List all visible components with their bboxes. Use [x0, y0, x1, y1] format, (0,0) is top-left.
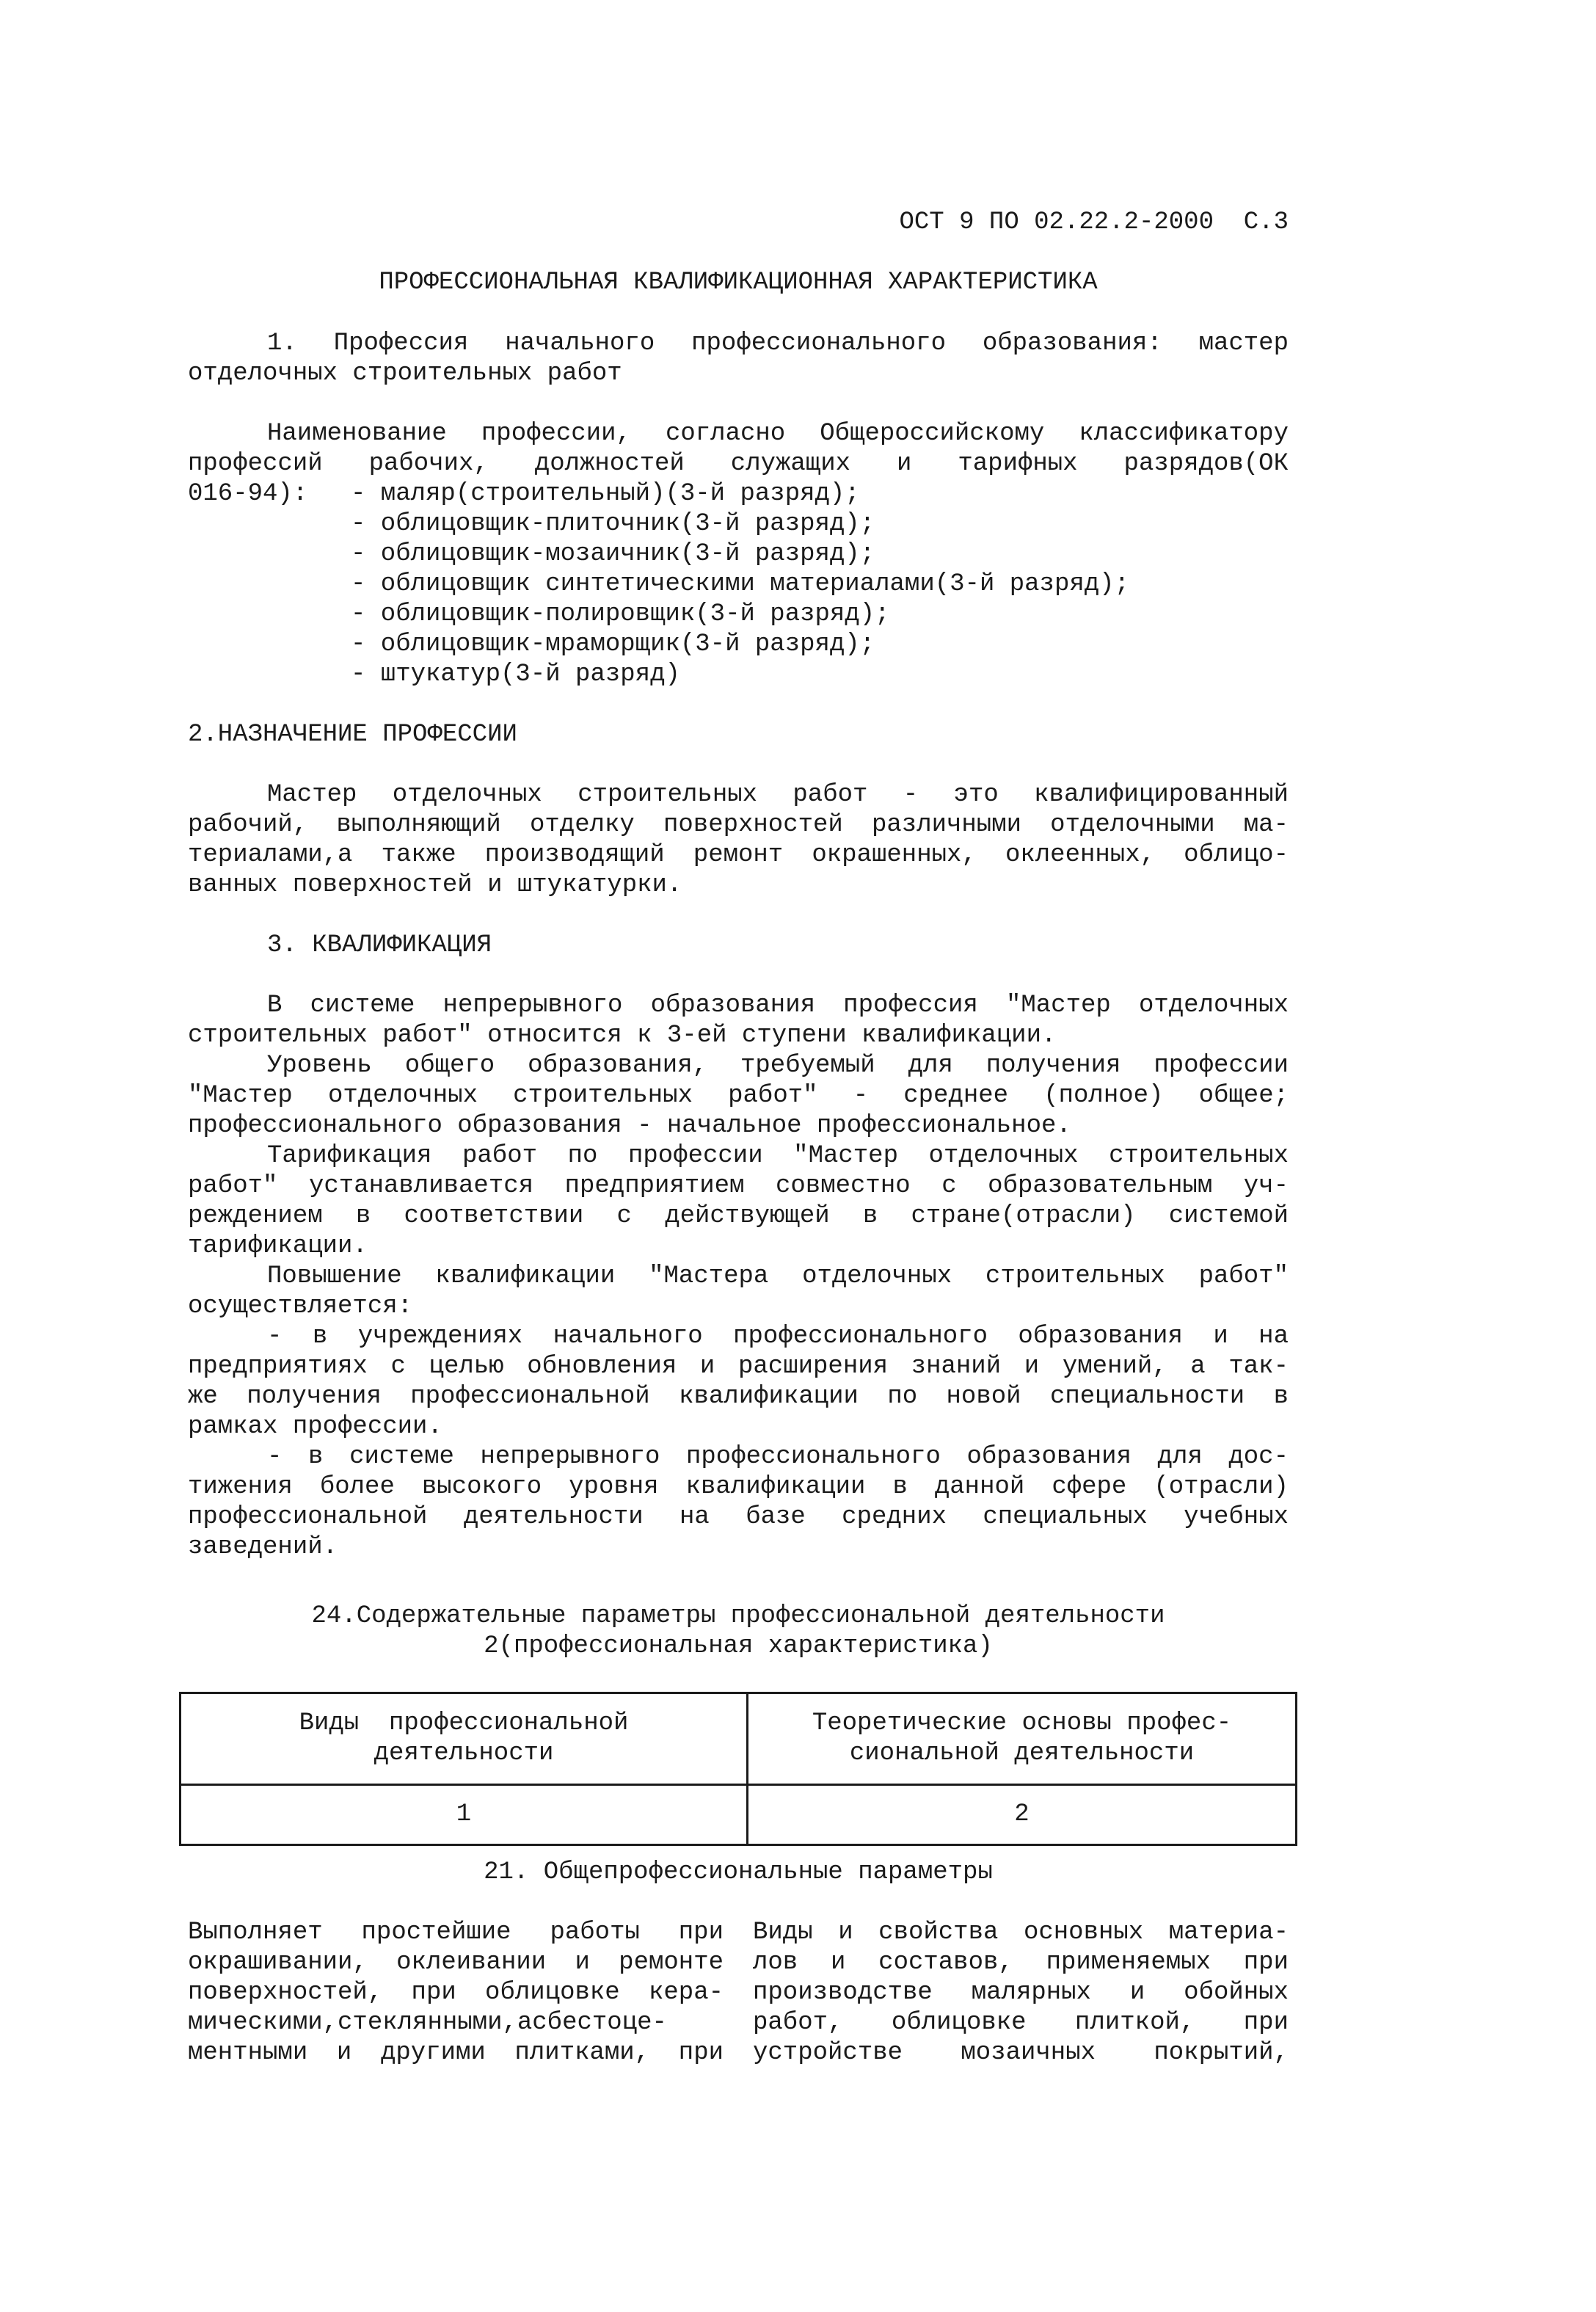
- right-column-line: лов и составов, применяемых при: [753, 1949, 1289, 1977]
- paragraph-line: Тарификация работ по профессии "Мастер отделочных строительных: [267, 1142, 1289, 1170]
- list-item: - облицовщик-полировщик(3-й разряд);: [351, 600, 890, 628]
- left-column-line: окрашивании, оклеивании и ремонте: [188, 1949, 724, 1977]
- paragraph-line: тижения более высокого уровня квалификации в данной сфере (отрасли): [188, 1473, 1289, 1501]
- paragraph-line: строительных работ" относится к 3-ей ступени квалификации.: [188, 1022, 1057, 1050]
- paragraph-line: - в учреждениях начального профессионального образования и на: [267, 1323, 1289, 1351]
- general-parameters-heading: 21. Общепрофессиональные параметры: [484, 1858, 993, 1886]
- paragraph-line: тарификации.: [188, 1232, 368, 1260]
- left-column-line: Выполняет простейшие работы при: [188, 1919, 724, 1946]
- right-column-line: устройстве мозаичных покрытий,: [753, 2039, 1289, 2067]
- paragraph-line: профессиональной деятельности на базе средних специальных учебных: [188, 1503, 1289, 1531]
- paragraph-line: реждением в соответствии с действующей в стране(отрасли) системой: [188, 1202, 1289, 1230]
- list-item: - штукатур(3-й разряд): [351, 661, 680, 688]
- paragraph-line: же получения профессиональной квалификации по новой специальности в: [188, 1383, 1289, 1411]
- section3-heading: 3. КВАЛИФИКАЦИЯ: [267, 931, 492, 959]
- list-item: - облицовщик синтетическими материалами(3-й разряд);: [351, 570, 1129, 598]
- paragraph-line: териалами,а также производящий ремонт окрашенных, оклеенных, облицо-: [188, 841, 1289, 869]
- left-column-line: поверхностей, при облицовке кера-: [188, 1979, 724, 2007]
- document-code-header: ОСТ 9 ПО 02.22.2-2000 С.3: [899, 208, 1289, 236]
- paragraph-line: предприятиях с целью обновления и расширения знаний и умений, а так-: [188, 1353, 1289, 1381]
- table-column-number: 1: [456, 1800, 472, 1828]
- list-item: - облицовщик-плиточник(3-й разряд);: [351, 510, 875, 538]
- list-item: - маляр(строительный)(3-й разряд);: [351, 480, 860, 508]
- paragraph-line: ванных поверхностей и штукатурки.: [188, 871, 682, 899]
- ok-code: 016-94):: [188, 480, 308, 508]
- paragraph-line: осуществляется:: [188, 1293, 413, 1320]
- paragraph-line: В системе непрерывного образования профессия "Мастер отделочных: [267, 992, 1289, 1019]
- right-column-line: производстве малярных и обойных: [753, 1979, 1289, 2007]
- paragraph-line: Уровень общего образования, требуемый для получения профессии: [267, 1052, 1289, 1080]
- paragraph-line: работ" устанавливается предприятием совместно с образовательным уч-: [188, 1172, 1289, 1200]
- list-item: - облицовщик-мозаичник(3-й разряд);: [351, 540, 875, 568]
- table-header-theory: Теоретические основы профес- сиональной деятельности: [812, 1709, 1232, 1767]
- section4-heading: 24.Содержательные параметры профессиональной деятельности: [311, 1602, 1165, 1630]
- table-header-activities: Виды профессиональной деятельности: [299, 1709, 629, 1767]
- paragraph-line: рабочий, выполняющий отделку поверхностей различными отделочными ма-: [188, 811, 1289, 839]
- paragraph-line: - в системе непрерывного профессионального образования для дос-: [267, 1443, 1289, 1471]
- right-column: [753, 1918, 1289, 2068]
- left-column-line: ментными и другими плитками, при: [188, 2039, 724, 2067]
- paragraph-line: "Мастер отделочных строительных работ" - среднее (полное) общее;: [188, 1082, 1289, 1110]
- profession-line-1: 1. Профессия начального профессионального образования: мастер: [267, 330, 1289, 357]
- section4-subtitle: 2(профессиональная характеристика): [484, 1632, 993, 1660]
- section2-heading: 2.НАЗНАЧЕНИЕ ПРОФЕССИИ: [188, 721, 517, 749]
- left-column: [188, 1918, 724, 2068]
- paragraph-line: Повышение квалификации "Мастера отделочных строительных работ": [267, 1262, 1289, 1290]
- right-column-line: работ, облицовке плиткой, при: [753, 2009, 1289, 2037]
- right-column-line: Виды и свойства основных материа-: [753, 1919, 1289, 1946]
- paragraph-line: рамках профессии.: [188, 1413, 442, 1441]
- left-column-line: мическими,стеклянными,асбестоце-: [188, 2009, 667, 2037]
- parameters-table: [179, 1692, 1297, 1846]
- paragraph-line: профессионального образования - начальное профессиональное.: [188, 1112, 1071, 1140]
- table-column-number: 2: [1014, 1800, 1030, 1828]
- naming-line-2: профессий рабочих, должностей служащих и тарифных разрядов(ОК: [188, 450, 1289, 478]
- document-title: ПРОФЕССИОНАЛЬНАЯ КВАЛИФИКАЦИОННАЯ ХАРАКТЕРИСТИКА: [379, 269, 1098, 297]
- paragraph-line: Мастер отделочных строительных работ - это квалифицированный: [267, 781, 1289, 809]
- profession-line-2: отделочных строительных работ: [188, 360, 622, 388]
- table-row-divider: [181, 1784, 1295, 1786]
- paragraph-line: заведений.: [188, 1533, 338, 1561]
- list-item: - облицовщик-мраморщик(3-й разряд);: [351, 630, 875, 658]
- naming-line-1: Наименование профессии, согласно Общероссийскому классификатору: [267, 420, 1289, 448]
